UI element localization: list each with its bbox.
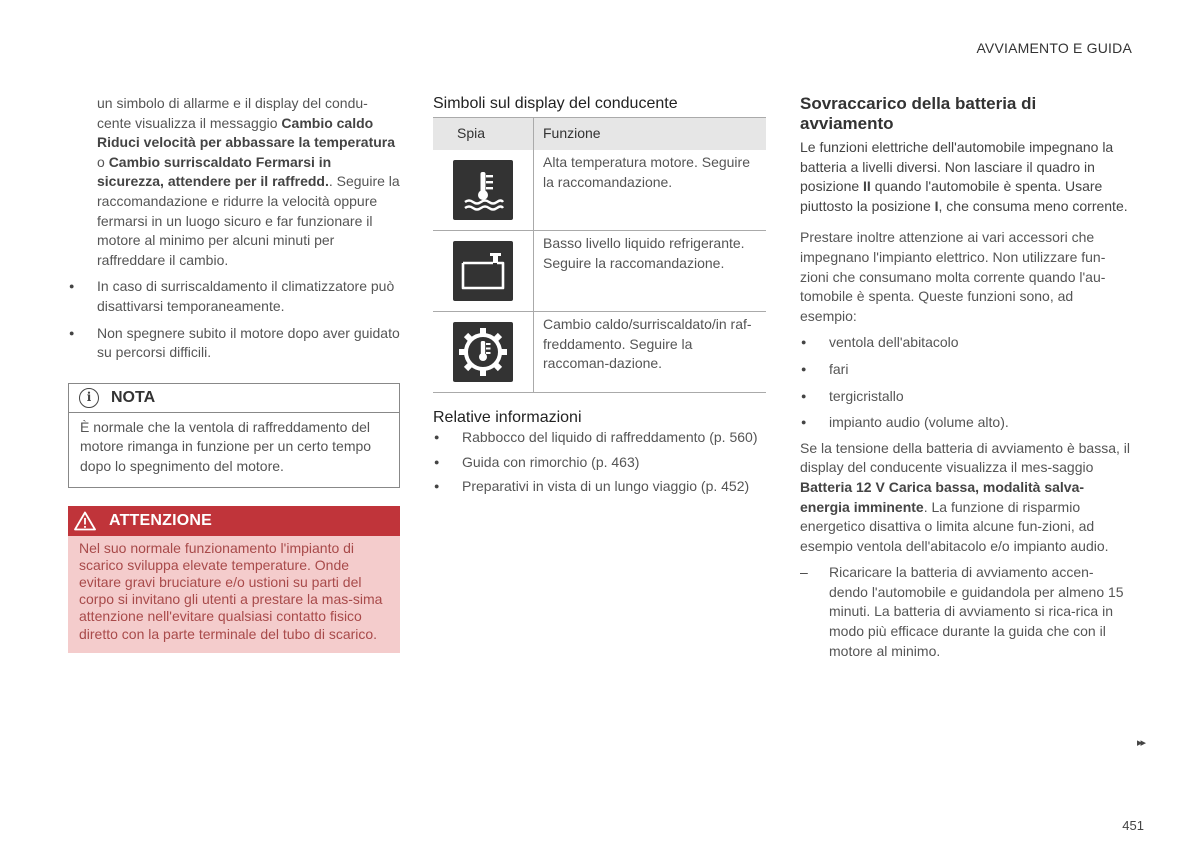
p1-text-1: Le funzioni elettriche dell'automobile impegnano la batteria a livelli diversi. Non lasciare il quadro in posizione xyxy=(800,139,1114,195)
position-ii: II xyxy=(863,178,871,195)
list-item: ● ventola dell'abitacolo xyxy=(800,333,1132,353)
note-body: È normale che la ventola di raffreddamento del motore rimanga in funzione per un certo tempo dopo lo spegnimento del motore. xyxy=(80,418,372,474)
p3-text-1: Se la tensione della batteria di avviamento è bassa, il display del conducente visualizza il mes-saggio xyxy=(800,439,1130,476)
list-item: ● Non spegnere subito il motore dopo aver guidato su percorsi difficili. xyxy=(68,324,400,363)
symbols-title: Simboli sul display del conducente xyxy=(433,95,678,112)
table-header-row xyxy=(433,118,766,151)
warning-title: ATTENZIONE xyxy=(109,511,213,529)
warning-triangle-icon xyxy=(74,511,96,531)
list-item: – Ricaricare la batteria di avviamento accen-dendo l'automobile e guidandola per almeno 15 minuti. La batteria di avviamento si rica-rica in modo più efficace durante la guida che con il motore al minimo. xyxy=(800,563,1132,661)
related-link-rimorchio[interactable]: ● Guida con rimorchio (p. 463) xyxy=(433,453,766,473)
p1-text-2: quando l'automobile è spenta. Usare piuttosto la posizione xyxy=(800,178,1103,214)
table-cell: Basso livello liquido refrigerante. Seguire la raccomandazione. xyxy=(534,231,767,312)
p1-text-3: , che consuma meno corrente. xyxy=(938,197,1128,214)
p3-text-2: . La funzione di risparmio energetico disattiva o limita alcune fun-zioni, ad esempio ventola dell'abitacolo e/o impianto audio. xyxy=(800,498,1109,554)
message-battery-low: Batteria 12 V Carica bassa, modalità salva-energia imminente xyxy=(800,478,1085,515)
bullet-list xyxy=(68,277,400,362)
warning-body: Nel suo normale funzionamento l'impianto di scarico sviluppa elevate temperature. Onde evitare gravi bruciature e/o ustioni su parti del corpo si invitano gli utenti a prestare la mas-sima attenzione nell'evitare qualsiasi contatto fisico diretto con la parte terminale del tubo di scarico. xyxy=(79,539,383,642)
accessory-list xyxy=(800,333,1132,432)
intro-text-2: o xyxy=(97,153,109,170)
page-number: 451 xyxy=(1122,818,1144,833)
column-middle xyxy=(433,94,766,497)
note-title: NOTA xyxy=(111,388,156,406)
section-header: AVVIAMENTO E GUIDA xyxy=(976,40,1132,56)
warning-box xyxy=(68,506,400,653)
table-row xyxy=(433,312,766,393)
list-item: ● tergicristallo xyxy=(800,387,1132,407)
intro-text-1: un simbolo di allarme e il display del condu-cente visualizza il messaggio xyxy=(97,95,368,131)
column-header-funzione: Funzione xyxy=(534,118,767,151)
continue-arrows-icon: ▸▸ xyxy=(1136,737,1144,749)
battery-section-title: Sovraccarico della batteria di avviamento xyxy=(800,94,1037,133)
symbols-table xyxy=(433,117,766,393)
note-header xyxy=(69,384,399,413)
battery-paragraph-2: Prestare inoltre attenzione ai vari accessori che impegnano l'impianto elettrico. Non utilizzare fun-zioni che consumano molta corrente quando l'au-tomobile è spenta. Queste funzioni sono, ad esempio: xyxy=(800,229,1106,324)
related-link-viaggio[interactable]: ● Preparativi in vista di un lungo viaggio (p. 452) xyxy=(433,477,766,497)
battery-paragraph-3 xyxy=(800,439,1132,557)
engine-temperature-icon xyxy=(453,160,513,220)
related-link-rabbocco[interactable]: ● Rabbocco del liquido di raffreddamento (p. 560) xyxy=(433,428,766,448)
coolant-level-icon xyxy=(453,241,513,301)
note-box xyxy=(68,383,400,488)
intro-text-3: . Seguire la raccomandazione e ridurre la velocità oppure fermarsi in un luogo sicuro e far funzionare il motore al minimo per alcuni minuti per raffreddare il cambio. xyxy=(97,173,400,268)
table-row xyxy=(433,150,766,231)
message-cambio-surriscaldato: Cambio surriscaldato Fermarsi in sicurezza, attendere per il raffredd. xyxy=(97,153,332,190)
position-i: I xyxy=(934,197,939,214)
table-row xyxy=(433,231,766,312)
action-list xyxy=(800,563,1132,661)
transmission-temperature-icon xyxy=(453,322,513,382)
related-list xyxy=(433,428,766,497)
warning-header xyxy=(68,506,400,536)
table-cell: Cambio caldo/surriscaldato/in raf-freddamento. Seguire la raccoman-dazione. xyxy=(534,312,767,393)
info-icon: i xyxy=(79,388,99,408)
column-header-spia: Spia xyxy=(433,118,534,151)
intro-paragraph xyxy=(68,94,400,270)
list-item: ● impianto audio (volume alto). xyxy=(800,413,1132,433)
related-title: Relative informazioni xyxy=(433,409,582,426)
column-right xyxy=(800,94,1132,661)
battery-paragraph-1 xyxy=(800,138,1132,216)
list-item: ● fari xyxy=(800,360,1132,380)
column-left xyxy=(68,94,400,653)
table-cell: Alta temperatura motore. Seguire la raccomandazione. xyxy=(534,150,767,231)
message-cambio-caldo: Cambio caldo Riduci velocità per abbassare la temperatura xyxy=(97,114,396,151)
list-item: ● In caso di surriscaldamento il climatizzatore può disattivarsi temporaneamente. xyxy=(68,277,400,316)
